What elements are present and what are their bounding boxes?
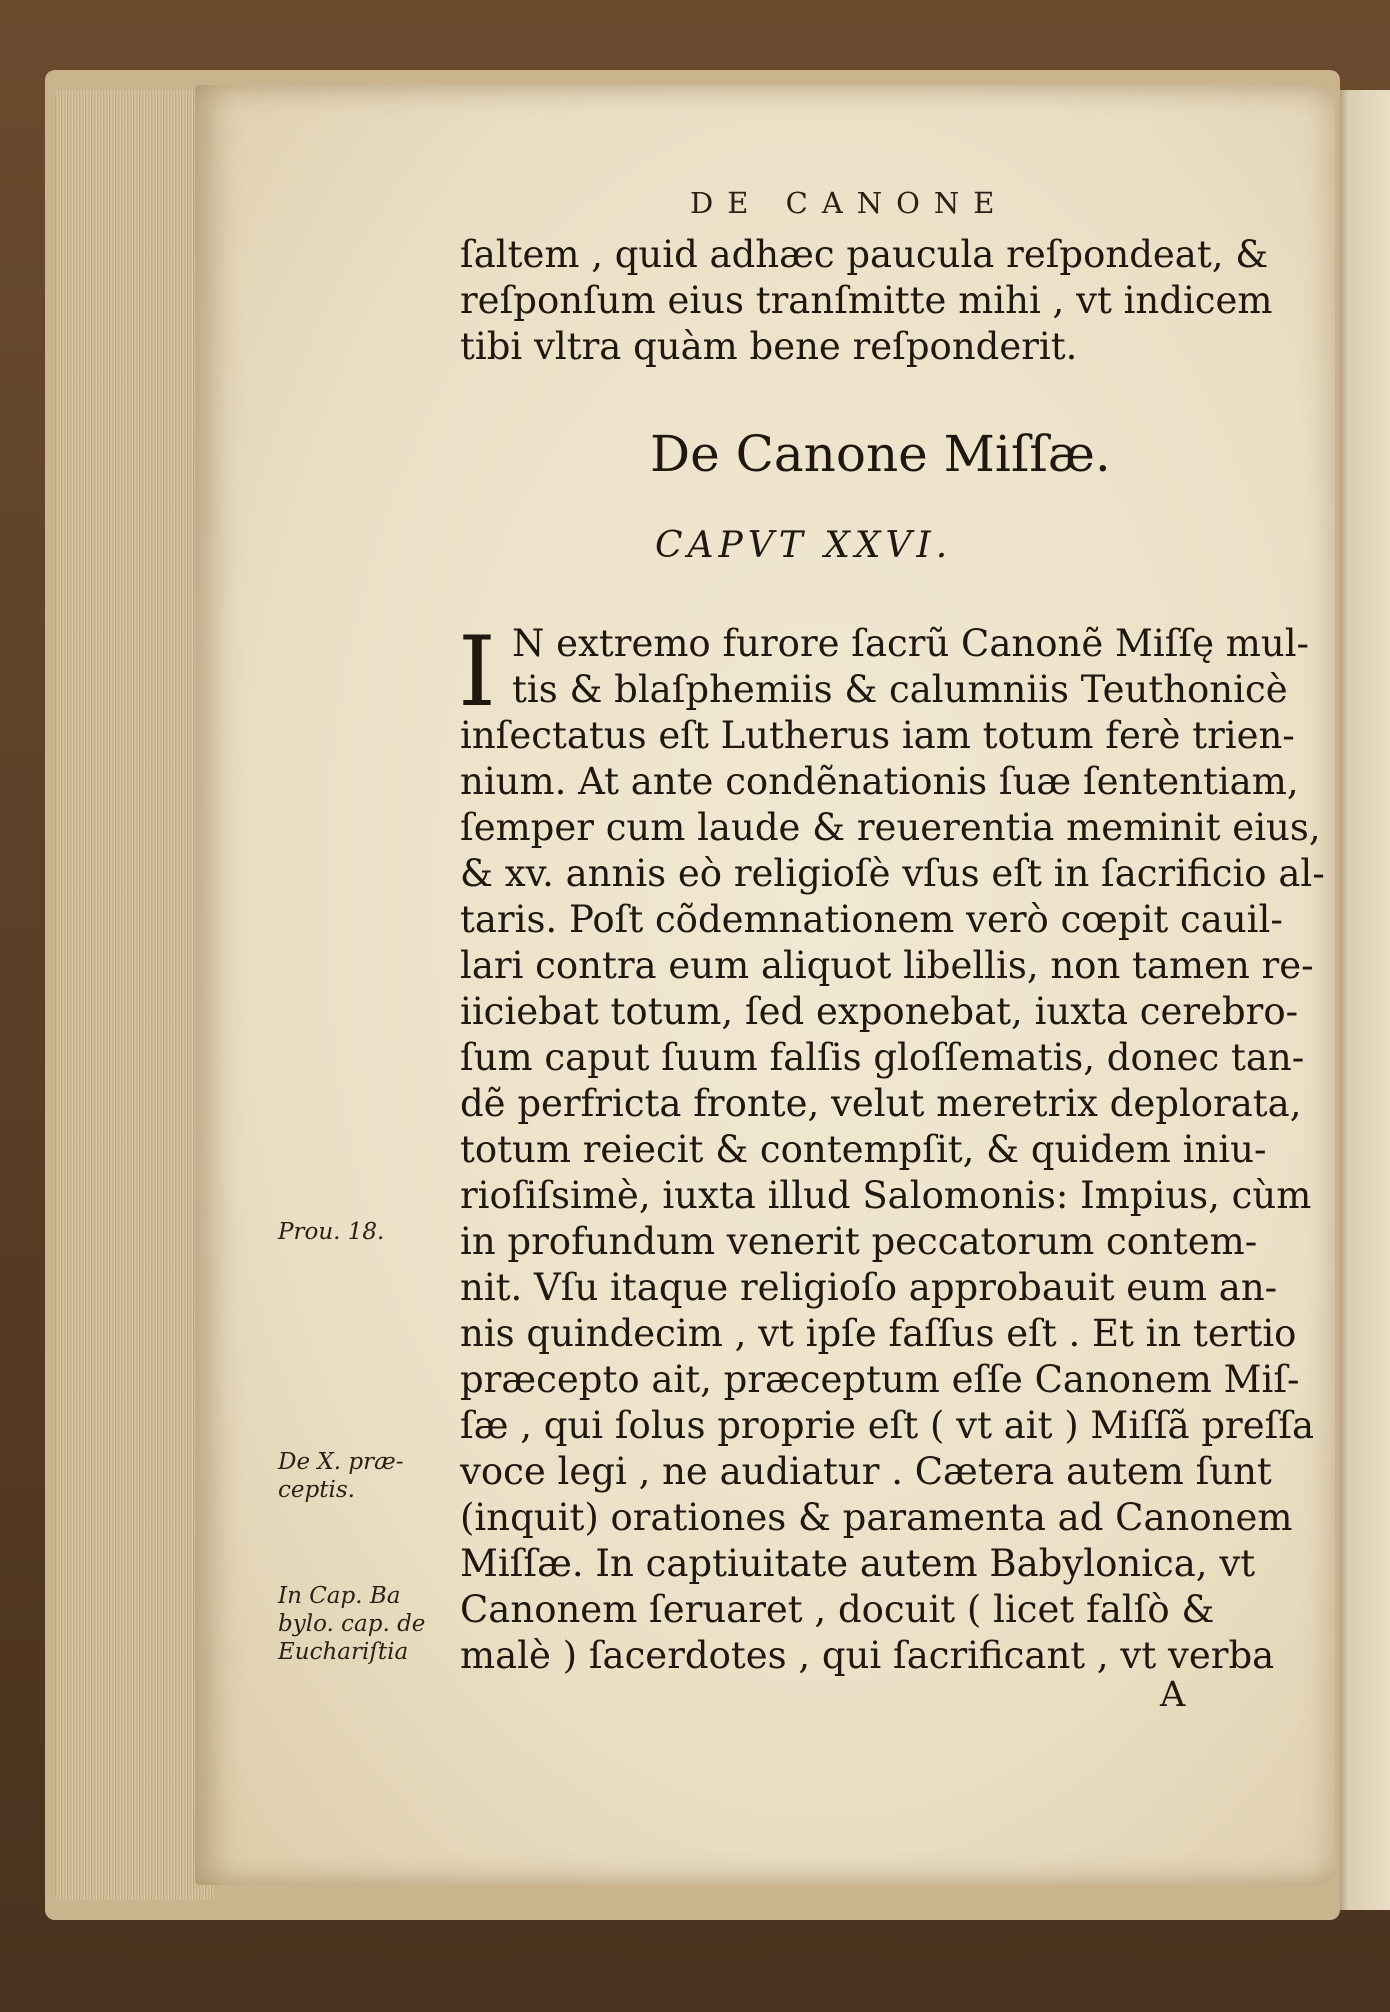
body-line: nit. Vſu itaque religioſo approbauit eum an- (460, 1266, 1278, 1309)
body-line: inſectatus eſt Lutherus iam totum ferè trien- (460, 714, 1295, 757)
body-line: (inquit) orationes & paramenta ad Canonem (460, 1496, 1293, 1539)
body-line: N extremo furore ſacrũ Canonẽ Miſſę mul- (512, 622, 1310, 665)
body-line: tis & blaſphemiis & calumniis Teuthonicè (512, 668, 1288, 711)
body-line: voce legi , ne audiatur . Cætera autem ſunt (460, 1450, 1272, 1493)
body-line: iiciebat totum, ſed exponebat, iuxta cerebro- (460, 990, 1299, 1033)
initial-letter: I (458, 616, 496, 728)
body-line: ſum caput ſuum falſis gloſſematis, donec tan- (460, 1036, 1305, 1079)
intro-line: ſaltem , quid adhæc paucula reſpondeat, & (460, 233, 1269, 276)
intro-line: reſponſum eius tranſmitte mihi , vt indicem (460, 279, 1273, 322)
body-line: taris. Poſt cõdemnationem verò cœpit cauil- (460, 898, 1283, 941)
body-line: Canonem ſeruaret , docuit ( licet falſò & (460, 1588, 1215, 1631)
body-line: ſemper cum laude & reuerentia meminit eius, (460, 806, 1321, 849)
margin-note-line: bylo. cap. de (278, 1611, 426, 1637)
body-line: rioſiſsimè, iuxta illud Salomonis: Impius, cùm (460, 1174, 1312, 1217)
page-fore-edge (55, 90, 215, 1900)
margin-note-line: Prou. 18. (278, 1219, 385, 1245)
margin-note-line: In Cap. Ba (278, 1583, 401, 1609)
margin-note-line: De X. præ- (278, 1449, 404, 1475)
body-line: dẽ perfricta fronte, velut meretrix deplorata, (460, 1082, 1302, 1125)
body-line: Miſſæ. In captiuitate autem Babylonica, vt (460, 1542, 1256, 1585)
chapter-number: CAPVT XXVI. (655, 525, 953, 566)
signature-mark: A (1160, 1675, 1186, 1715)
body-line: nis quindecim , vt ipſe faſſus eſt . Et in tertio (460, 1312, 1297, 1355)
body-line: ſæ , qui ſolus proprie eſt ( vt ait ) Miſſã preſſa (460, 1404, 1315, 1447)
body-line: præcepto ait, præceptum eſſe Canonem Miſ- (460, 1358, 1300, 1401)
body-line: malè ) ſacerdotes , qui ſacrificant , vt verba (460, 1634, 1275, 1677)
margin-note-line: Euchariſtia (278, 1639, 409, 1665)
margin-note-proverbs (278, 1218, 384, 1246)
body-line: totum reiecit & contempſit, & quidem iniu- (460, 1128, 1267, 1171)
chapter-title: De Canone Miſſæ. (650, 425, 1111, 483)
body-line: in profundum venerit peccatorum contem- (460, 1220, 1258, 1263)
body-line: & xv. annis eò religioſè vſus eſt in ſacrificio al- (460, 852, 1325, 895)
body-line: lari contra eum aliquot libellis, non tamen re- (460, 944, 1314, 987)
intro-line: tibi vltra quàm bene reſponderit. (460, 325, 1078, 368)
margin-note-precepts (278, 1448, 403, 1504)
margin-note-babylonian (278, 1582, 425, 1666)
margin-note-line: ceptis. (278, 1477, 355, 1503)
running-head: DE CANONE (690, 186, 1009, 220)
body-line: nium. At ante condẽnationis ſuæ ſententiam, (460, 760, 1299, 803)
